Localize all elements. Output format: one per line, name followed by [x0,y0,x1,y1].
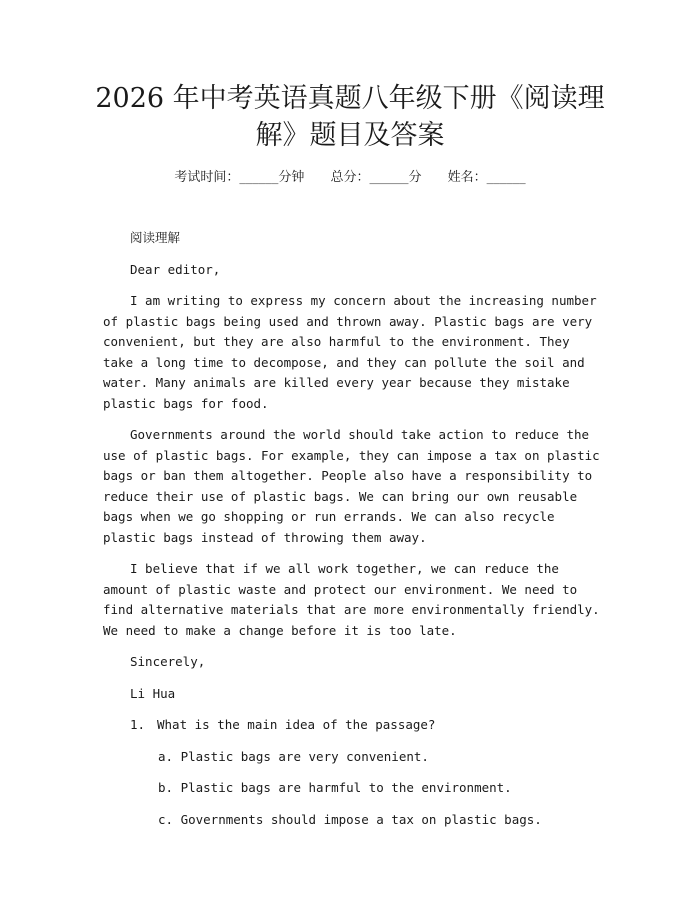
exam-meta [0,169,700,187]
question-1-option-a: a. Plastic bags are very convenient. [158,748,429,764]
question-1-option-c: c. Governments should impose a tax on plastic bags. [158,811,542,827]
passage-body [103,228,607,841]
exam-score: 总分：______分 [330,170,422,185]
exam-name: 姓名：______ [447,170,526,185]
title-line-1: 2026 年中考英语真题八年级下册《阅读理 [95,83,605,114]
document-title [0,80,700,154]
exam-time: 考试时间：______分钟 [174,170,305,185]
letter-closing: Sincerely, [130,654,206,669]
letter-signature: Li Hua [130,685,176,701]
question-1-option-b: b. Plastic bags are harmful to the environment. [158,780,512,795]
title-line-2: 解》题目及答案 [255,120,445,151]
letter-salutation: Dear editor, [130,261,221,277]
letter-paragraph-3: I believe that if we all work together, we can reduce the amount of plastic waste and protect our environment. We need to find alternative materials that are more environmentally friendly. We need to make a change before it is too late. [103,561,600,638]
question-1-number: 1. [130,717,146,732]
letter-paragraph-1: I am writing to express my concern about the increasing number of plastic bags being used and thrown away. Plastic bags are very convenient, but they are also harmful to the environment. They take a long time to decompose, and they can pollute the soil and water. Many animals are killed every year because they mistake plastic bags for food. [103,293,597,411]
letter-paragraph-2: Governments around the world should take action to reduce the use of plastic bags. For example, they can impose a tax on plastic bags or ban them altogether. People also have a responsibility to reduce their use of plastic bags. We can bring our own reusable bags when we go shopping or run errands. We can also recycle plastic bags instead of throwing them away. [103,427,600,545]
section-label: 阅读理解 [130,230,181,245]
question-1 [103,715,607,736]
question-1-text: What is the main idea of the passage? [157,717,436,732]
